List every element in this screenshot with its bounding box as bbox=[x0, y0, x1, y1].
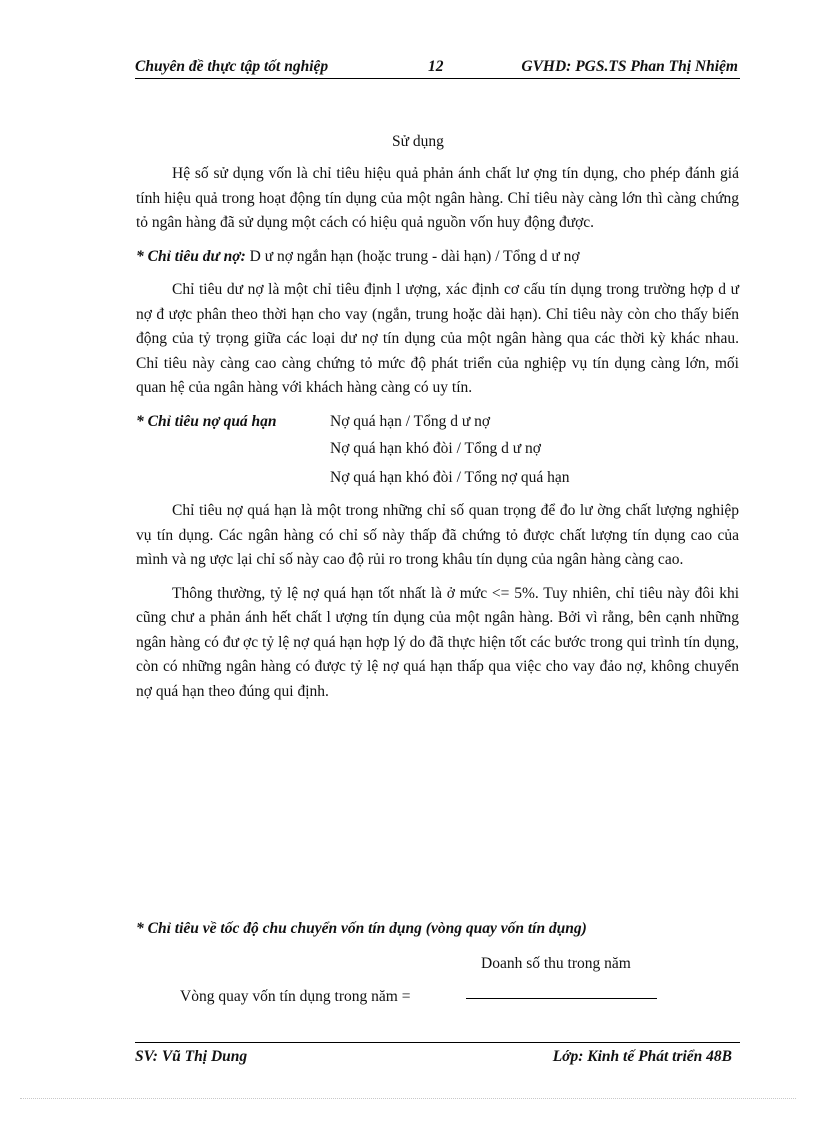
page-header bbox=[135, 56, 740, 79]
header-supervisor: GVHD: PGS.TS Phan Thị Nhiệm bbox=[521, 58, 738, 75]
formula-numerator: Doanh số thu trong năm bbox=[481, 955, 631, 972]
no-qua-han-formula-2: Nợ quá hạn khó đòi / Tổng d ư nợ bbox=[330, 440, 541, 457]
paragraph-he-so-su-dung-von: Hệ số sử dụng vốn là chỉ tiêu hiệu quả phản ánh chất lư ợng tín dụng, cho phép đánh giá tính hiệu quả trong hoạt động tín dụng của một ngân hàng. Chỉ tiêu này càng lớn thì càng chứng tỏ ngân hàng đã sử dụng một cách có hiệu quả nguồn vốn huy động được. bbox=[136, 165, 739, 231]
header-document-title: Chuyên đề thực tập tốt nghiệp bbox=[135, 58, 329, 75]
du-no-formula: D ư nợ ngắn hạn (hoặc trung - dài hạn) / Tổng d ư nợ bbox=[245, 247, 580, 265]
no-qua-han-formula-1: Nợ quá hạn / Tổng d ư nợ bbox=[330, 412, 491, 430]
body-text bbox=[136, 162, 739, 713]
no-qua-han-formula-3: Nợ quá hạn khó đòi / Tổng nợ quá hạn bbox=[330, 468, 570, 486]
paragraph-no-qua-han: Chỉ tiêu nợ quá hạn là một trong những chỉ số quan trọng để đo lư ờng chất lượng nghiệp vụ tín dụng. Các ngân hàng có chỉ số này thấp đã chứng tỏ được chất lượng tín dụng cao của mình và ng ược lại chỉ số này cao độ rủi ro trong khâu tín dụng của ngân hàng càng cao. bbox=[136, 502, 739, 568]
du-no-label: * Chỉ tiêu dư nợ: bbox=[136, 247, 246, 265]
footer-class: Lớp: Kinh tế Phát triển 48B bbox=[552, 1048, 732, 1065]
formula-left-side: Vòng quay vốn tín dụng trong năm = bbox=[180, 988, 411, 1005]
footer-student: SV: Vũ Thị Dung bbox=[135, 1048, 248, 1065]
paragraph-thong-thuong: Thông thường, tỷ lệ nợ quá hạn tốt nhất là ở mức <= 5%. Tuy nhiên, chỉ tiêu này đôi khi cũng chư a phản ánh hết chất l ượng tín dụng của một ngân hàng. Bởi vì rằng, bên cạnh những ngân hàng có đư ợc tỷ lệ nợ quá hạn hợp lý do đã thực hiện tốt các bước trong qui trình tín dụng, còn có những ngân hàng có được tỷ lệ nợ quá hạn thấp qua việc cho vay đảo nợ, không chuyển nợ quá hạn theo đúng qui định. bbox=[136, 584, 739, 700]
du-no-indicator-row bbox=[136, 245, 739, 270]
no-qua-han-row-1 bbox=[136, 410, 739, 435]
heading-su-dung: Sử dụng bbox=[392, 133, 444, 150]
page-bottom-dotted-border bbox=[20, 1098, 796, 1099]
page-number: 12 bbox=[428, 58, 444, 75]
paragraph-du-no: Chỉ tiêu dư nợ là một chỉ tiêu định l ượng, xác định cơ cấu tín dụng trong trường hợp d ư nợ đ ược phân theo thời hạn cho vay (ngắn, trung hoặc dài hạn). Chỉ tiêu này còn cho thấy biến động của tỷ trọng giữa các loại dư nợ tín dụng của một ngân hàng qua các thời kỳ khác nhau. Chỉ tiêu này càng cao càng chứng tỏ mức độ phát triển của nghiệp vụ tín dụng càng lớn, mối quan hệ của ngân hàng với khách hàng càng có uy tín. bbox=[136, 281, 739, 396]
toc-do-chu-chuyen-heading: * Chỉ tiêu về tốc độ chu chuyển vốn tín dụng (vòng quay vốn tín dụng) bbox=[136, 920, 587, 937]
fraction-bar bbox=[466, 998, 657, 999]
page-footer bbox=[135, 1042, 740, 1067]
no-qua-han-label: * Chỉ tiêu nợ quá hạn bbox=[136, 412, 277, 430]
